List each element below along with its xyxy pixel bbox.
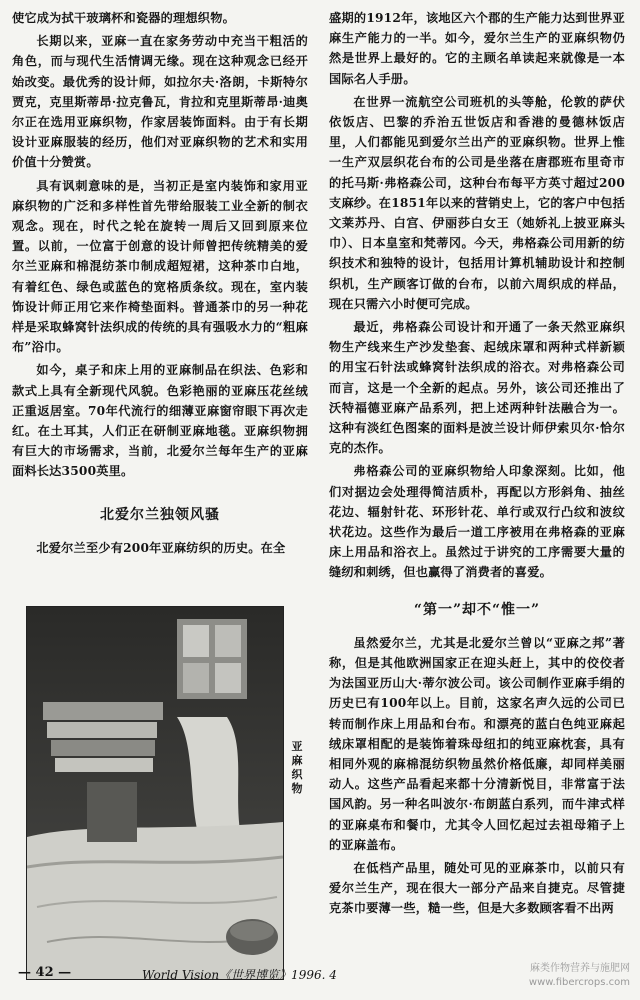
body-paragraph: 最近，弗格森公司设计和开通了一条天然亚麻织物生产线来生产沙发垫套、起绒床罩和两种式样新颖的用宝石针法或蜂窝针法织成的浴衣。对弗格森公司而言，这是一个全新的起点。另外，该公司还推出了沃特福德亚麻产品系列，把上述两种针法融合为一。这种有淡红色图案的面料是波兰设计师伊索贝尔·恰尔克的杰作。 [329,320,625,456]
left-column [12,8,308,561]
section-heading: “第一”却不“惟一” [413,601,541,618]
page-number: — 42 — [18,965,72,980]
body-paragraph: 如今，桌子和床上用的亚麻制品在织法、色彩和款式上具有全新现代风貌。色彩艳丽的亚麻压花丝绒正重返居室。70年代流行的细薄亚麻窗帘眼下再次走红。在土耳其，人们正在研制亚麻地毯。亚麻织物拥有巨大的市场需求，当前，北爱尔兰每年生产的亚麻面料长达3500英里。 [12,363,308,479]
linen-still-life-photo [26,606,284,980]
section-heading: 北爱尔兰独领风骚 [100,506,220,523]
photo-caption: 亚麻织物 [291,740,303,795]
watermark-title: 麻类作物营养与施肥网 [530,963,630,974]
body-paragraph: 在世界一流航空公司班机的头等舱，伦敦的萨伏依饭店、巴黎的乔治五世饭店和香港的曼德林饭店里，人们都能见到爱尔兰出产的亚麻织物。世界上惟一生产双层织花台布的公司是坐落在唐郡班布里奇市的托马斯·弗格森公司，这种台布每平方英寸超过200支麻纱。在1851年以来的营销史上，它的客户中包括文莱苏丹、白宫、伊丽莎白女王（她娇礼上披亚麻头巾）、日本皇室和梵蒂冈。今天，弗格森公司用新的纺织技术和独特的设计，包括用计算机辅助设计和控制织机，生产顾客订做的台布，以前六周织成的样品，现在只需六小时便可完成。 [329,94,625,311]
body-paragraph: 长期以来，亚麻一直在家务劳动中充当干粗活的角色，而与现代生活情调无缘。现在这种观念已经开始改变。最优秀的设计师，如拉尔夫·洛朗，卡斯特尔贾克，克里斯蒂昂·拉克鲁瓦，肯拉和克里斯蒂昂·迪奥尔正在选用亚麻织物，作家居装饰面料。由于有长期设计亚麻服装的经历，他们对亚麻织物的艺术和实用价值十分赞赏。 [12,34,308,170]
watermark-url: www.fibercrops.com [528,977,630,988]
photo-illustration [27,607,283,979]
body-paragraph: 使它成为拭干玻璃杯和瓷器的理想织物。 [12,11,235,25]
body-paragraph: 弗格森公司的亚麻织物给人印象深刻。比如，他们对据边会处理得简洁质朴，再配以方形斜角、抽丝花边、辐射针花、环形针花、单行或双行凸纹和波纹状花边。这些作为最后一道工序被用在弗格森的亚麻床上用品和浴衣上。虽然过于讲究的工序需要大量的缝纫和刺绣，但也赢得了消费者的喜爱。 [329,464,625,580]
publication-line: World Vision《世界博览》1996. 4 [142,968,337,982]
body-paragraph: 具有讽刺意味的是，当初正是室内装饰和家用亚麻织物的广泛和多样性首先带给服装工业全新的制衣观念。现在，时代之轮在旋转一周后又回到原来位置。以前，一位富于创意的设计师曾把传统精美的爱尔兰亚麻和棉混纺茶巾制成超短裙，这种茶巾白地，有着红色、绿色或蓝色的宽格质条纹。现在，室内装饰设计师正用它来作椅垫面料。普通茶巾的另一种花样是采取蜂窝针法织成的传统的具有强吸水力的“粗麻布”浴巾。 [12,178,308,355]
body-paragraph: 盛期的1912年，该地区六个郡的生产能力达到世界亚麻生产能力的一半。如今，爱尔兰生产的亚麻织物仍然是世界上最好的。它的主顾名单读起来就像是一本国际名人手册。 [329,11,625,86]
body-paragraph: 虽然爱尔兰，尤其是北爱尔兰曾以“亚麻之邦”著称，但是其他欧洲国家正在迎头赶上，其中的佼佼者为法国亚历山大·蒂尔波公司。该公司制作亚麻手绢的历史已有100年以上。目前，这家名声久远的公司已转而制作床上用品和台布。和漂亮的蓝白色纯亚麻起绒床罩相配的是装饰着珠母纽扣的纯亚麻枕套，具有相同外观的麻棉混纺织物虽然价格低廉，却同样美丽动人。这些产品看起来都十分清新悦目，非常富于法国风韵。另一种名叫波尔·布朗蓝白系列，而牛津式样的亚麻桌布和餐巾，尤其令人回忆起过去祖母箱子上的亚麻盖布。 [329,635,625,852]
right-column [329,8,625,922]
body-paragraph: 北爱尔兰至少有200年亚麻纺织的历史。在全 [36,540,286,555]
site-watermark [529,962,630,990]
body-paragraph: 在低档产品里，随处可见的亚麻茶巾，以前只有爱尔兰生产，现在很大一部分产品来自捷克。尽管捷克茶巾要薄一些，糙一些，但是大多数顾客看不出两 [329,860,625,916]
